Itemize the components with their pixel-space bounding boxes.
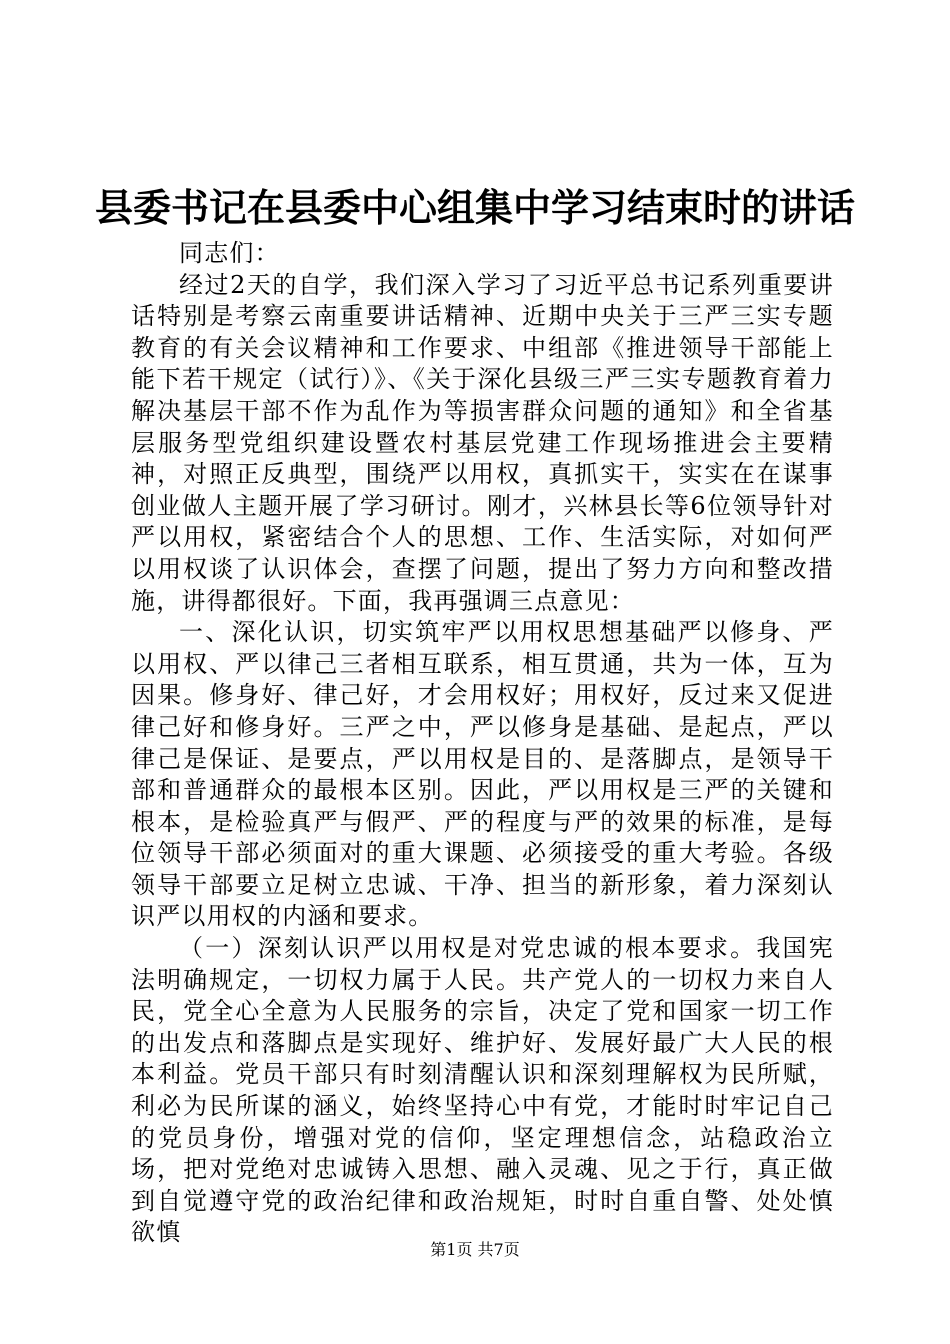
body-paragraph: 经过2天的自学，我们深入学习了习近平总书记系列重要讲话特别是考察云南重要讲话精神、近期中央关于三严三实专题教育的有关会议精神和工作要求、中组部《推进领导干部能上能下若干规定（试行）》、《关于深化县级三严三实专题教育着力解决基层干部不作为乱作为等损害群众问题的通知》和全省基层服务型党组织建设暨农村基层党建工作现场推进会主要精神，对照正反典型，围绕严以用权，真抓实干，实实在在谋事创业做人主题开展了学习研讨。刚才，兴林县长等6位领导针对严以用权，紧密结合个人的思想、工作、生活实际，对如何严以用权谈了认识体会，查摆了问题，提出了努力方向和整改措施，讲得都很好。下面，我再强调三点意见： (131, 270, 834, 615)
body-paragraph: （一）深刻认识严以用权是对党忠诚的根本要求。我国宪法明确规定，一切权力属于人民。共产党人的一切权力来自人民，党全心全意为人民服务的宗旨，决定了党和国家一切工作的出发点和落脚点是实现好、维护好、发展好最广大人民的根本利益。党员干部只有时刻清醒认识和深刻理解权为民所赋，利必为民所谋的涵义，始终坚持心中有党，才能时时牢记自己的党员身份，增强对党的信仰，坚定理想信念，站稳政治立场，把对党绝对忠诚铸入思想、融入灵魂、见之于行，真正做到自觉遵守党的政治纪律和政治规矩，时时自重自警、处处慎欲慎 (131, 934, 834, 1247)
body-paragraph: 一、深化认识，切实筑牢严以用权思想基础严以修身、严以用权、严以律己三者相互联系，相互贯通，共为一体，互为因果。修身好、律己好，才会用权好；用权好，反过来又促进律己好和修身好。三严之中，严以修身是基础、是起点，严以律己是保证、是要点，严以用权是目的、是落脚点，是领导干部和普通群众的最根本区别。因此，严以用权是三严的关键和根本，是检验真严与假严、严的程度与严的效果的标准，是每位领导干部必须面对的重大课题、必须接受的重大考验。各级领导干部要立足树立忠诚、干净、担当的新形象，着力深刻认识严以用权的内涵和要求。 (131, 618, 834, 931)
salutation: 同志们： (179, 239, 280, 267)
page-footer: 第1页 共7页 (430, 1240, 520, 1259)
document-body (131, 238, 834, 1249)
document-title: 县委书记在县委中心组集中学习结束时的讲话 (94, 185, 855, 230)
